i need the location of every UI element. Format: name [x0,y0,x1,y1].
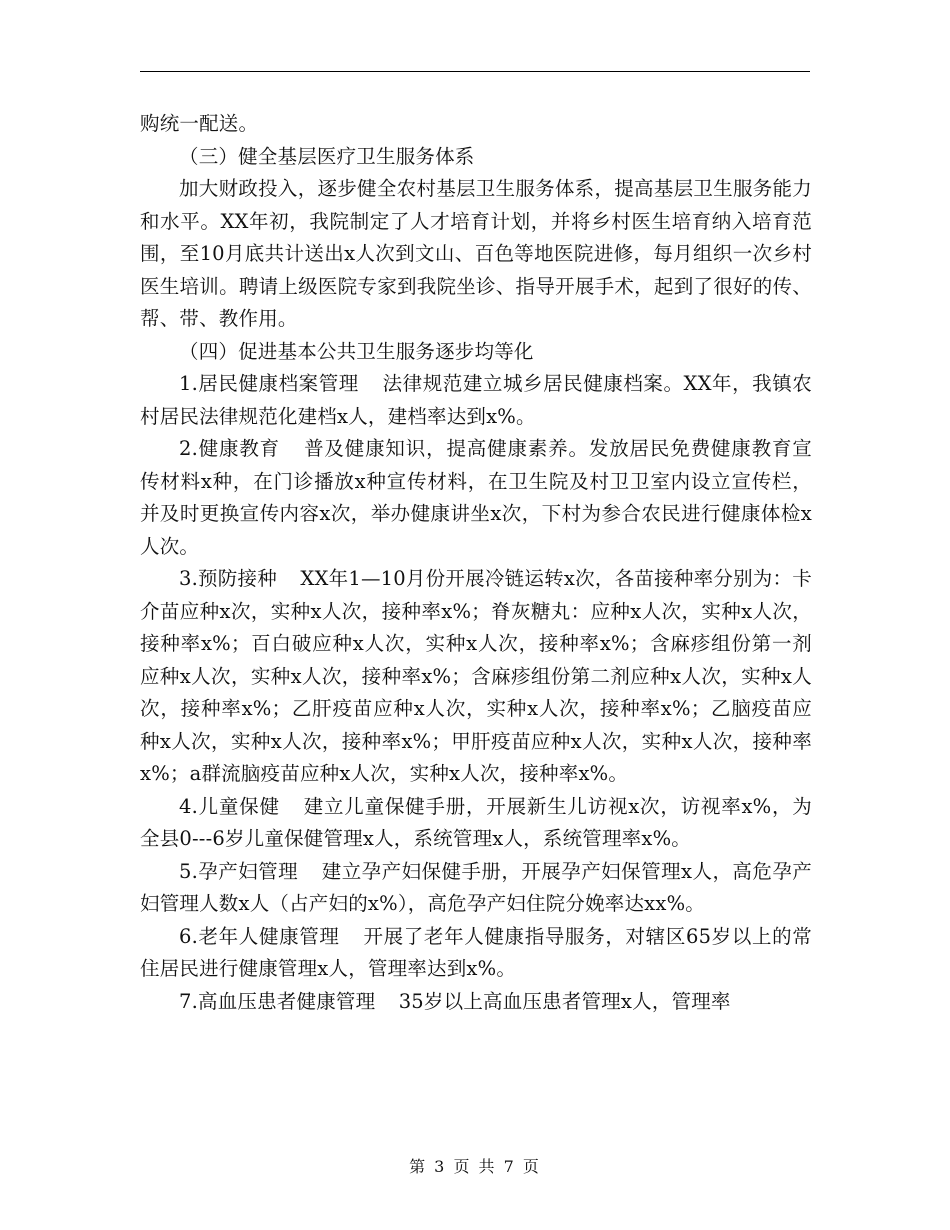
item-text: 35岁以上高血压患者管理x人，管理率 [398,989,731,1013]
item-text: 建立孕产妇保健手册，开展孕产妇保管理x人，高危孕产妇管理人数x人（占产妇的x%），高危孕产妇住院分娩率达xx%。 [140,859,812,915]
item-text: 开展了老年人健康指导服务，对辖区65岁以上的常住居民进行健康管理x人，管理率达到x%。 [140,924,813,980]
item-heading: 4.儿童保健 [179,794,280,818]
item-heading: 7.高血压患者健康管理 [179,989,376,1013]
item-vaccination [140,563,812,791]
paragraph-finance: 加大财政投入，逐步健全农村基层卫生服务体系，提高基层卫生服务能力和水平。XX年初，我院制定了人才培育计划，并将乡村医生培育纳入培育范围，至10月底共计送出x人次到文山、百色等地医院进修，每月组织一次乡村医生培训。聘请上级医院专家到我院坐诊、指导开展手术，起到了很好的传、帮、带、教作用。 [140,177,812,330]
item-hypertension [140,986,812,1019]
item-maternal-care [140,856,812,921]
item-heading: 2.健康教育 [179,437,281,460]
item-heading: 3.预防接种 [179,567,278,590]
paragraph-continuation: 购统一配送。 [140,112,259,135]
item-child-care [140,791,812,856]
header-rule [140,71,810,72]
item-elderly-care [140,921,812,986]
item-text: 建立儿童保健手册，开展新生儿访视x次，访视率x%，为全县0---6岁儿童保健管理x人，系统管理x人，系统管理率x%。 [140,794,812,850]
item-health-records [140,368,812,433]
item-heading: 1.居民健康档案管理 [179,372,359,395]
section-heading-3: （三）健全基层医疗卫生服务体系 [179,144,475,168]
document-body [140,108,812,1018]
item-heading: 6.老年人健康管理 [179,924,340,948]
item-health-education [140,433,812,563]
item-text: XX年1—10月份开展冷链运转x次，各苗接种率分别为：卡介苗应种x次，实种x人次，接种率x%；脊灰糖丸：应种x人次，实种x人次，接种率x%；百白破应种x人次，实种x人次，接种率x%；含麻疹组份第一剂应种x人次，实种x人次，接种率x%；含麻疹组份第二剂应种x人次，实种x人次，接种率x%；乙肝疫苗应种x人次，实种x人次，接种率x%；乙脑疫苗应种x人次，实种x人次，接种率x%；甲肝疫苗应种x人次，实种x人次，接种率x%；a群流脑疫苗应种x人次，实种x人次，接种率x%。 [140,567,812,785]
page-footer: 第 3 页 共 7 页 [409,1157,541,1176]
item-text: 法律规范建立城乡居民健康档案。XX年，我镇农村居民法律规范化建档x人，建档率达到x%。 [140,372,812,428]
section-heading-4: （四）促进基本公共卫生服务逐步均等化 [179,339,534,363]
item-text: 普及健康知识，提高健康素养。发放居民免费健康教育宣传材料x种，在门诊播放x种宣传材料，在卫生院及村卫卫室内设立宣传栏，并及时更换宣传内容x次，举办健康讲坐x次，下村为参合农民进行健康体检x人次。 [140,437,812,558]
item-heading: 5.孕产妇管理 [179,859,299,883]
